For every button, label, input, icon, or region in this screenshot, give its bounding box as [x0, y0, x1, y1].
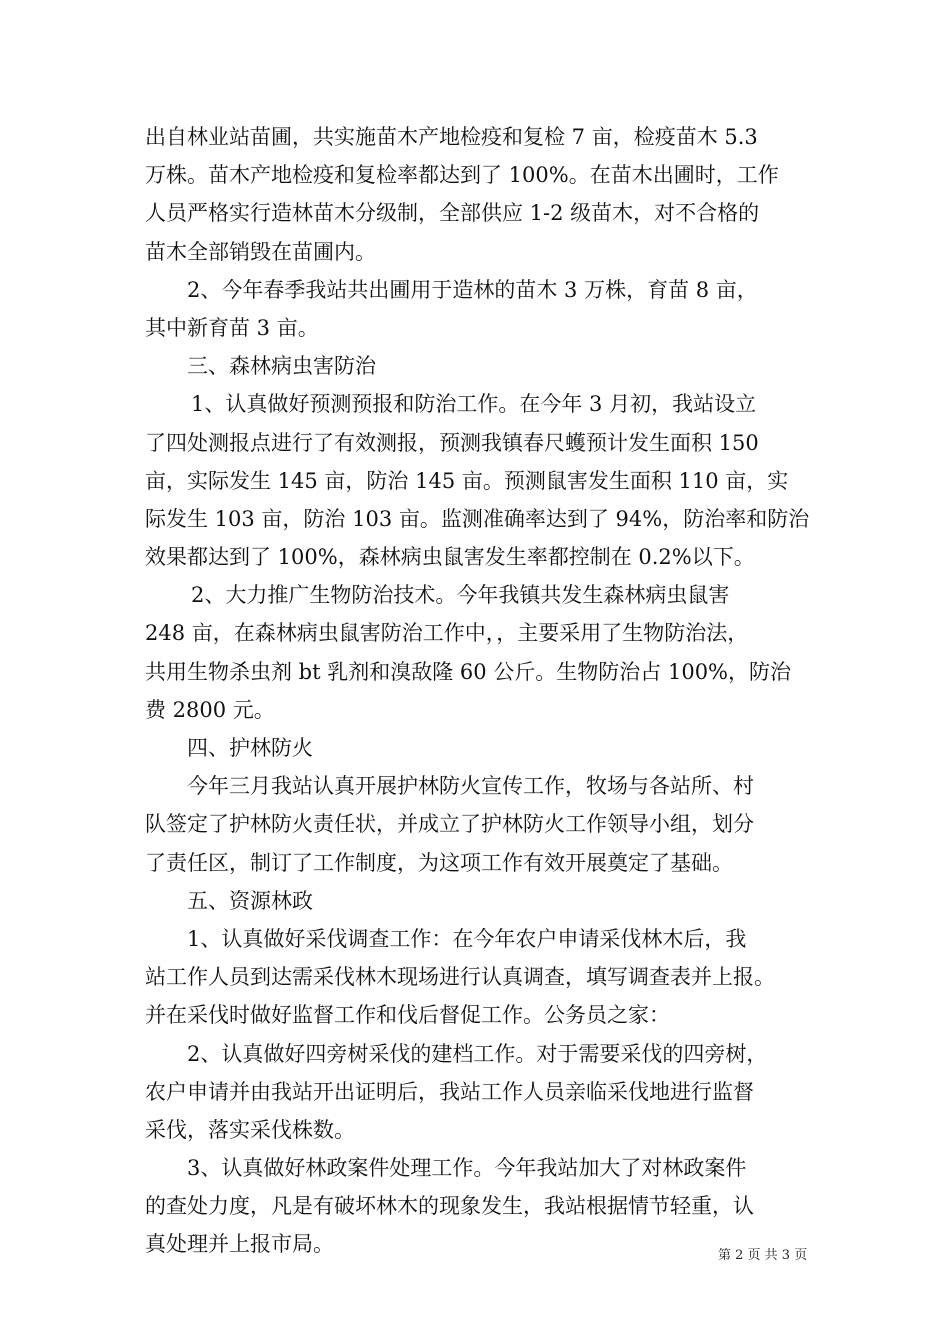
text-line: 了四处测报点进行了有效测报，预测我镇春尺蠖预计发生面积 150 [145, 430, 759, 455]
page-number: 第 2 页 共 3 页 [718, 1248, 808, 1263]
text-line: 并在采伐时做好监督工作和伐后督促工作。公务员之家： [145, 1003, 670, 1028]
section-heading: 三、森林病虫害防治 [187, 354, 376, 379]
text-line: 共用生物杀虫剂 bt 乳剂和溴敌隆 60 公斤。生物防治占 100%，防治 [145, 659, 792, 684]
text-line: 站工作人员到达需采伐林木现场进行认真调查，填写调查表并上报。 [145, 965, 775, 990]
text-line: 农户申请并由我站开出证明后，我站工作人员亲临采伐地进行监督 [145, 1079, 754, 1104]
text-line: 了责任区，制订了工作制度，为这项工作有效开展奠定了基础。 [145, 850, 733, 875]
text-line: 人员严格实行造林苗木分级制，全部供应 1-2 级苗木，对不合格的 [145, 201, 760, 226]
text-line: 苗木全部销毁在苗圃内。 [145, 239, 376, 264]
paragraph-start: 今年三月我站认真开展护林防火宣传工作，牧场与各站所、村 [187, 774, 754, 799]
section-heading: 四、护林防火 [187, 736, 313, 760]
paragraph-start: 2、今年春季我站共出圃用于造林的苗木 3 万株，育苗 8 亩， [187, 277, 758, 302]
paragraph-start: 1、认真做好采伐调查工作：在今年农户申请采伐林木后，我 [187, 926, 747, 951]
paragraph-start: 3、认真做好林政案件处理工作。今年我站加大了对林政案件 [187, 1156, 747, 1181]
text-line: 际发生 103 亩，防治 103 亩。监测准确率达到了 94%，防治率和防治 [145, 506, 810, 531]
text-line: 亩，实际发生 145 亩，防治 145 亩。预测鼠害发生面积 110 亩，实 [145, 468, 789, 493]
text-line: 的查处力度，凡是有破坏林木的现象发生，我站根据情节轻重，认 [145, 1194, 754, 1219]
text-line: 采伐，落实采伐株数。 [145, 1117, 355, 1142]
text-line: 队签定了护林防火责任状，并成立了护林防火工作领导小组，划分 [145, 812, 754, 837]
paragraph-start: 2、认真做好四旁树采伐的建档工作。对于需要采伐的四旁树， [187, 1041, 768, 1066]
text-line: 真处理并上报市局。 [145, 1232, 334, 1257]
text-line: 其中新育苗 3 亩。 [145, 315, 319, 340]
text-line: 费 2800 元。 [145, 697, 275, 722]
text-line: 万株。苗木产地检疫和复检率都达到了 100%。在苗木出圃时，工作 [145, 163, 779, 188]
paragraph-start: 2、大力推广生物防治技术。今年我镇共发生森林病虫鼠害 [191, 583, 730, 608]
text-line: 出自林业站苗圃，共实施苗木产地检疫和复检 7 亩，检疫苗木 5.3 [145, 125, 758, 149]
text-line: 效果都达到了 100%，森林病虫鼠害发生率都控制在 0.2%以下。 [145, 545, 755, 570]
text-line: 248 亩，在森林病虫鼠害防治工作中，，主要采用了生物防治法， [145, 621, 749, 646]
document-body [145, 118, 825, 1264]
paragraph-start: 1、认真做好预测预报和防治工作。在今年 3 月初，我站设立 [191, 392, 757, 417]
section-heading: 五、资源林政 [187, 888, 313, 913]
